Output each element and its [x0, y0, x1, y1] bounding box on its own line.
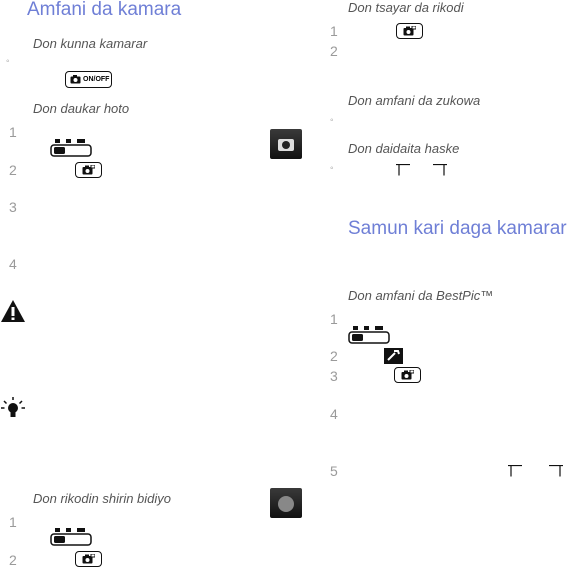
step-number: 1 — [9, 124, 17, 140]
camera-key-icon — [75, 551, 102, 567]
mode-switch-icon — [348, 326, 392, 346]
step-number: 3 — [330, 368, 338, 384]
lightbulb-icon — [1, 397, 25, 419]
volume-down-key-icon — [395, 164, 411, 176]
heading-use-bestpic: Don amfani da BestPic™ — [348, 288, 494, 303]
heading-use-zoom: Don amfani da zukowa — [348, 93, 481, 108]
heading-take-photo: Don daukar hoto — [33, 101, 130, 116]
page-title: Amfani da kamara — [27, 0, 182, 20]
step-number: 2 — [330, 43, 338, 59]
camera-icon — [401, 370, 414, 380]
step-number: 3 — [9, 199, 17, 215]
heading-stop-recording: Don tsayar da rikodi — [348, 0, 464, 15]
step-number: 1 — [330, 311, 338, 327]
volume-up-key-icon — [548, 465, 564, 477]
step-number: 2 — [9, 162, 17, 178]
camera-key-icon — [394, 367, 421, 383]
volume-up-key-icon — [432, 164, 448, 176]
video-icon — [270, 488, 302, 518]
step-number: 5 — [330, 463, 338, 479]
bullet-icon: ◦ — [330, 163, 334, 174]
camera-icon — [270, 129, 302, 159]
section-title: Samun kari daga kamarar — [348, 218, 567, 239]
step-number: 1 — [330, 23, 338, 39]
heading-record-video: Don rikodin shirin bidiyo — [33, 491, 172, 506]
camera-icon — [403, 26, 416, 36]
on-off-label: ON/OFF — [83, 76, 110, 83]
mode-switch-icon — [50, 528, 94, 548]
step-number: 4 — [330, 406, 338, 422]
volume-down-key-icon — [507, 465, 523, 477]
camera-icon — [82, 165, 95, 175]
warning-icon — [0, 299, 26, 323]
camera-key-icon — [396, 23, 423, 39]
on-off-key-icon — [65, 71, 112, 88]
bullet-icon: ◦ — [6, 56, 10, 67]
camera-icon — [82, 554, 95, 564]
camera-icon — [70, 75, 81, 84]
heading-turn-on-camera: Don kunna kamarar — [33, 36, 148, 51]
step-number: 1 — [9, 514, 17, 530]
mode-switch-icon — [50, 139, 94, 159]
wrench-icon — [384, 348, 403, 364]
camera-photo-thumbnail — [270, 129, 302, 159]
bullet-icon: ◦ — [330, 115, 334, 126]
camera-key-icon — [75, 162, 102, 178]
step-number: 2 — [9, 552, 17, 568]
step-number: 2 — [330, 348, 338, 364]
heading-adjust-brightness: Don daidaita haske — [348, 141, 460, 156]
step-number: 4 — [9, 256, 17, 272]
video-thumbnail — [270, 488, 302, 518]
